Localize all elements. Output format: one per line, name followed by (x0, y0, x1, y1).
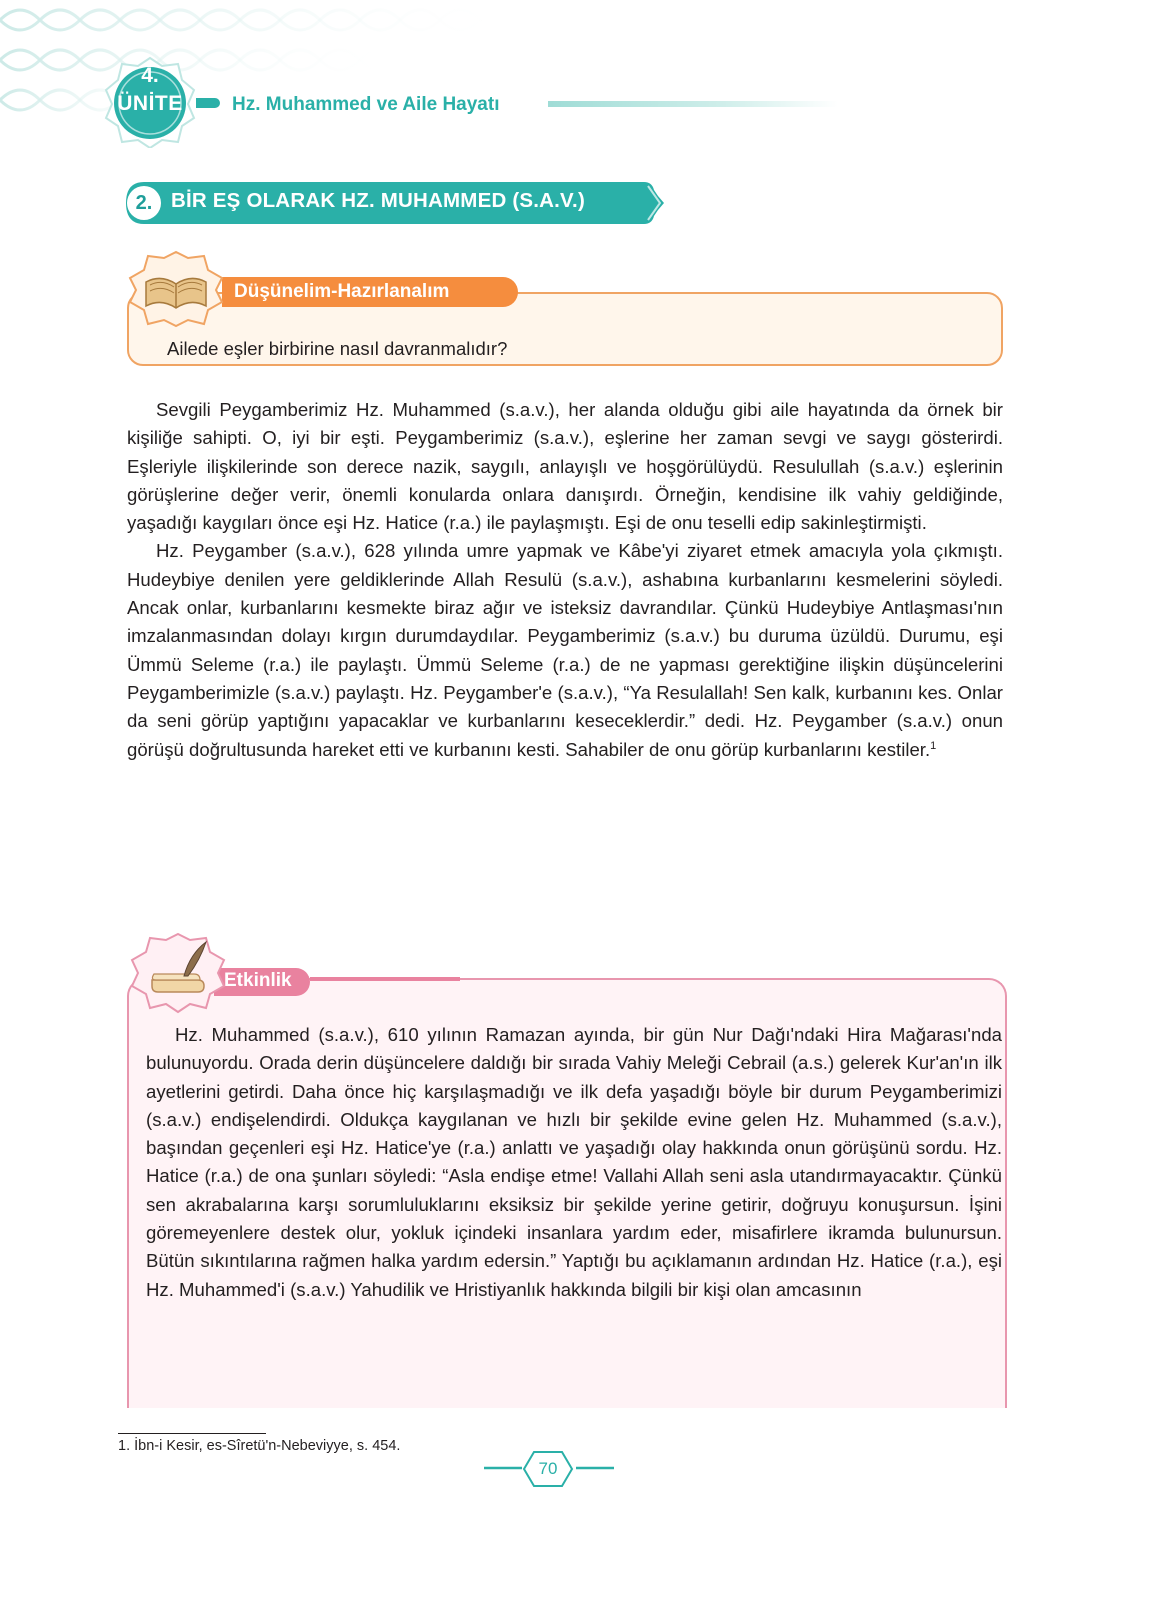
footnote: 1. İbn-i Kesir, es-Sîretü'n-Nebeviyye, s. 454. (118, 1438, 401, 1454)
footnote-rule (118, 1433, 266, 1434)
think-prepare-label: Düşünelim-Hazırlanalım (234, 281, 450, 302)
unit-title-rule (548, 101, 838, 107)
activity-label: Etkinlik (224, 970, 292, 991)
body-paragraph-2-text: Hz. Peygamber (s.a.v.), 628 yılında umre yapmak ve Kâbe'yi ziyaret etmek amacıyla yola çıkmıştı. Hudeybiye denilen yere geldiklerinde Allah Resulü (s.a.v.), ashabına kurbanlarını kesmelerini söyledi. Ancak onlar, kurbanlarını kesmekte biraz ağır ve isteksiz davrandılar. Çünkü Hudeybiye Antlaşması'nın imzalanmasından dolayı kırgın durumdaydılar. Peygamberimiz (s.a.v.) bu duruma üzüldü. Durumu, eşi Ümmü Seleme (r.a.) ile paylaştı. Ümmü Seleme (r.a.) de ne yapması gerektiğine ilişkin düşüncelerini Peygamberimizle (s.a.v.) paylaştı. Hz. Peygamber'e (s.a.v.), “Ya Resulallah! Sen kalk, kurbanını kes. Onlar da seni görüp yaptığını yapacaklar ve kurbanlarını keseceklerdir.” dedi. Hz. Peygamber (s.a.v.) onun görüşü doğrultusunda hareket etti ve kurbanını kesti. Sahabiler de onu görüp kurbanlarını kestiler. (127, 540, 1003, 760)
unit-word: ÜNİTE (117, 92, 183, 115)
open-book-icon (126, 248, 226, 328)
section-title: BİR EŞ OLARAK HZ. MUHAMMED (S.A.V.) (171, 189, 585, 212)
unit-number: 4. (141, 64, 159, 87)
body-paragraph-2 (127, 537, 1003, 763)
page-number: 70 (538, 1459, 558, 1478)
quill-scroll-icon (128, 928, 228, 1018)
section-number: 2. (135, 192, 153, 214)
activity-text (146, 1021, 1002, 1304)
body-paragraph-1: Sevgili Peygamberimiz Hz. Muhammed (s.a.v.), her alanda olduğu gibi aile hayatında da örnek bir kişiliğe sahipti. O, iyi bir eşti. Peygamberimiz (s.a.v.), eşlerine her zaman sevgi ve saygı gösterirdi. Eşleriyle ilişkilerinde son derece nazik, saygılı, anlayışlı ve hoşgörülüydü. Resulullah (s.a.v.) eşlerinin görüşlerine değer verir, önemli konularda onlara danışırdı. Örneğin, kendisine ilk vahiy geldiğinde, yaşadığı kaygıları önce eşi Hz. Hatice (r.a.) ile paylaşmıştı. Eşi de onu teselli edip sakinleştirmişti. (127, 399, 1003, 534)
think-prepare-question: Ailede eşler birbirine nasıl davranmalıdır? (167, 338, 508, 359)
activity-tab-rule (310, 977, 460, 981)
main-body-text (127, 396, 1003, 764)
footnote-reference: 1 (930, 739, 937, 752)
activity-paragraph: Hz. Muhammed (s.a.v.), 610 yılının Ramazan ayında, bir gün Nur Dağı'ndaki Hira Mağarası'nda bulunuyordu. Orada derin düşüncelere daldığı bir sırada Vahiy Meleği Cebrail (a.s.) gelerek Kur'an'ın ilk ayetlerini getirdi. Daha önce hiç karşılaşmadığı ve ilk defa yaşadığı böyle bir durum Peygamberimizi (s.a.v.) endişelendirdi. Oldukça kaygılanan ve hızlı bir şekilde evine gelen Hz. Muhammed (s.a.v.), başından geçenleri eşi Hz. Hatice'ye (r.a.) anlattı ve yaşadığı olay hakkında onun görüşünü sordu. Hz. Hatice (r.a.) de ona şunları söyledi: “Asla endişe etme! Vallahi Allah seni asla utandırmayacaktır. Çünkü sen akrabalarına karşı sorumluluklarını eksiksiz bir şekilde yerine getirir, doğruyu konuşursun. İşini göremeyenlere destek olur, yokluk içindeki insanlara yardım eder, misafirlere ikramda bulunursun. Bütün sıkıntılarına rağmen halka yardım edersin.” Yaptığı bu açıklamanın ardından Hz. Hatice (r.a.), eşi Hz. Muhammed'i (s.a.v.) Yahudilik ve Hristiyanlık hakkında bilgili bir kişi olan amcasının (146, 1024, 1002, 1300)
unit-header-stub (196, 98, 220, 108)
unit-title: Hz. Muhammed ve Aile Hayatı (232, 94, 500, 115)
